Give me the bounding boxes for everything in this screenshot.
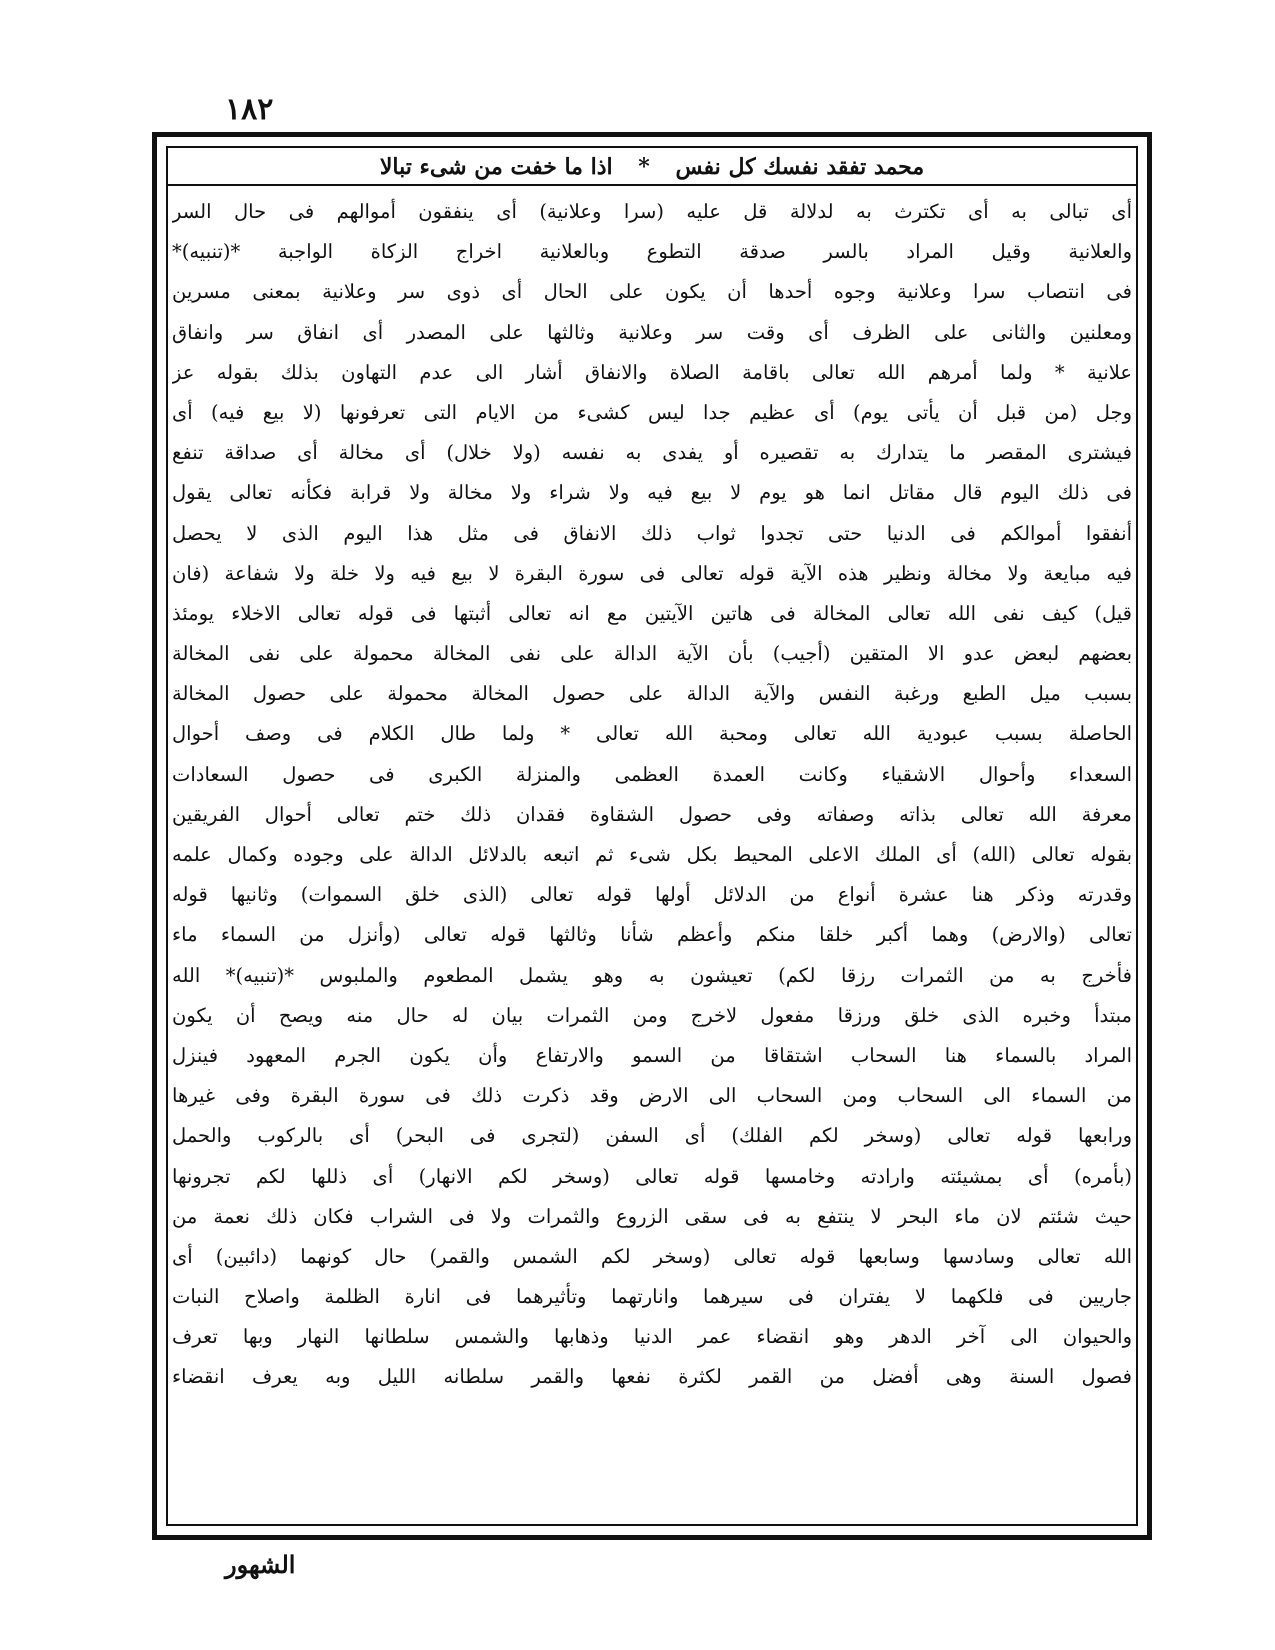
text-line: أنفقوا أموالكم فى الدنيا حتى تجدوا ثواب ذلك الانفاق فى مثل هذا اليوم الذى لا يحصل bbox=[172, 521, 1132, 545]
text-line: بعضهم لبعض عدو الا المتقين (أجيب) بأن الآية الدالة على نفى المخالة محمولة على نفى المخالة bbox=[172, 642, 1132, 666]
text-line: الحاصلة بسبب عبودية الله تعالى ومحبة الله تعالى * ولما طال الكلام فى وصف أحوال bbox=[172, 722, 1132, 746]
text-line: المراد بالسماء هنا السحاب اشتقاقا من السمو والارتفاع وأن يكون الجرم المعهود فينزل bbox=[172, 1043, 1132, 1067]
text-line: ورابعها قوله تعالى (وسخر لكم الفلك) أى السفن (لتجرى فى البحر) أى بالركوب والحمل bbox=[172, 1124, 1132, 1148]
text-line: قيل) كيف نفى الله تعالى المخالة فى هاتين الآيتين مع انه تعالى أثبتها فى قوله تعالى الاخلاء يومئذ bbox=[172, 601, 1132, 625]
running-head-left: اذا ما خفت من شىء تبالا bbox=[379, 154, 613, 180]
text-line: (بأمره) أى بمشيئته وارادته وخامسها قوله تعالى (وسخر لكم الانهار) أى ذللها لكم تجرونها bbox=[172, 1164, 1132, 1188]
text-body bbox=[172, 192, 1132, 1518]
text-line: تعالى (والارض) وهما أكبر خلقا منكم وأعظم شأنا وثالثها قوله تعالى (وأنزل من السماء ماء bbox=[172, 923, 1132, 947]
text-line: فصول السنة وهى أفضل من القمر لكثرة نفعها والقمر سلطانه الليل وبه يعرف انقضاء bbox=[172, 1365, 1132, 1389]
text-line: وجل (من قبل أن يأتى يوم) أى عظيم جدا ليس كشىء من الايام التى تعرفونها (لا بيع فيه) أى bbox=[172, 400, 1132, 424]
text-line: مبتدأ وخبره الذى خلق ورزقا مفعول لاخرج ومن الثمرات بيان له حال منه ويصح أن يكون bbox=[172, 1003, 1132, 1027]
text-line: وقدرته وذكر هنا عشرة أنواع من الدلائل أولها قوله تعالى (الذى خلق السموات) وثانيها قوله bbox=[172, 883, 1132, 907]
text-frame bbox=[166, 146, 1138, 1526]
text-line: أى تبالى به أى تكترث به لدلالة قل عليه (سرا وعلانية) أى ينفقون أموالهم فى حال السر bbox=[172, 200, 1132, 223]
text-line: فيه مبايعة ولا مخالة ونظير هذه الآية قوله تعالى فى سورة البقرة لا بيع فيه ولا خلة ولا شفاعة (فان bbox=[172, 561, 1132, 585]
running-head-separator: * bbox=[638, 154, 650, 180]
text-line: والعلانية وقيل المراد بالسر صدقة التطوع وبالعلانية اخراج الزكاة الواجبة *(تنبيه)* bbox=[172, 240, 1132, 264]
page-frame bbox=[152, 132, 1152, 1540]
text-line: فى ذلك اليوم قال مقاتل انما هو يوم لا بيع فيه ولا شراء ولا مخالة ولا قرابة فكأنه تعالى يقول bbox=[172, 481, 1132, 505]
text-line: فأخرج به من الثمرات رزقا لكم) تعيشون به وهو يشمل المطعوم والملبوس *(تنبيه)* الله bbox=[172, 963, 1132, 987]
running-head bbox=[168, 150, 1136, 186]
text-line: ومعلنين والثانى على الظرف أى وقت سر وعلانية وثالثها على المصدر أى انفاق سر وانفاق bbox=[172, 320, 1132, 344]
text-line: بسبب ميل الطبع ورغبة النفس والآية الدالة على حصول المخالة محمولة على حصول المخالة bbox=[172, 682, 1132, 706]
running-head-right: محمد تفقد نفسك كل نفس bbox=[675, 154, 925, 180]
text-line: فى انتصاب سرا وعلانية وجوه أحدها أن يكون على الحال أى ذوى سر وعلانية بمعنى مسرين bbox=[172, 280, 1132, 304]
text-line: جاريين فى فلكهما لا يفتران فى سيرهما وانارتهما وتأثيرهما فى انارة الظلمة واصلاح النبات bbox=[172, 1285, 1132, 1309]
text-line: السعداء وأحوال الاشقياء وكانت العمدة العظمى والمنزلة الكبرى فى حصول السعادات bbox=[172, 762, 1132, 786]
page-number: ١٨٢ bbox=[225, 92, 274, 127]
catchword: الشهور bbox=[225, 1550, 296, 1579]
text-line: من السماء الى السحاب ومن السحاب الى الارض وقد ذكرت ذلك فى سورة البقرة وفى غيرها bbox=[172, 1084, 1132, 1108]
text-line: بقوله تعالى (الله) أى الملك الاعلى المحيط بكل شىء ثم اتبعه بالدلائل الدالة على وجوده وكمال علمه bbox=[172, 843, 1132, 866]
text-line: فيشترى المقصر ما يتدارك به تقصيره أو يفدى به نفسه (ولا خلال) أى مخالة أى صداقة تنفع bbox=[172, 441, 1132, 465]
text-line: علانية * ولما أمرهم الله تعالى باقامة الصلاة والانفاق أشار الى عدم التهاون بذلك بقوله عز bbox=[172, 360, 1132, 384]
text-line: الله تعالى وسادسها وسابعها قوله تعالى (وسخر لكم الشمس والقمر) حال كونهما (دائبين) أى bbox=[172, 1244, 1132, 1268]
text-line: حيث شئتم لان ماء البحر لا ينتفع به فى سقى الزروع والثمرات ولا فى الشراب فكان ذلك نعمة من bbox=[172, 1204, 1132, 1228]
text-line: معرفة الله تعالى بذاته وصفاته وفى حصول الشقاوة فقدان ذلك ختم تعالى أحوال الفريقين bbox=[172, 802, 1132, 826]
text-line: والحيوان الى آخر الدهر وهو انقضاء عمر الدنيا وذهابها والشمس سلطانها النهار وبها تعرف bbox=[172, 1325, 1132, 1349]
